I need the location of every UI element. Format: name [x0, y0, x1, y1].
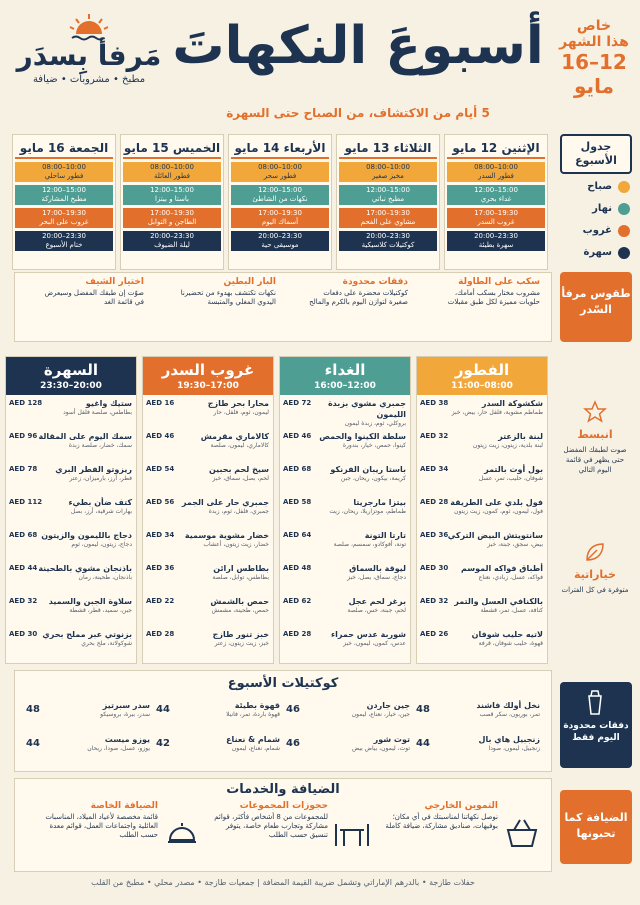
menu-item-name: بول أوت بالتمر — [484, 465, 543, 474]
menu-item[interactable] — [6, 395, 136, 428]
menu-column-header — [417, 357, 547, 395]
schedule-slot: 23:30–20:00 ختام الأسبوع — [15, 231, 113, 251]
menu-item-name: جمبري مشوي بزبدة الليمون — [327, 399, 406, 419]
hospitality-name: التموين الخارجي — [424, 801, 498, 811]
menu-item[interactable] — [280, 593, 410, 626]
side-label-schedule: جدول الأسبوع — [560, 134, 632, 174]
menu-item-price: AED 128 — [9, 399, 43, 407]
menu-item-desc: كالاماري، ليمون، صلصة — [210, 442, 269, 449]
hospitality-name: حجوزات المجموعات — [239, 801, 328, 811]
schedule-slot: 19:30–17:00 الطاجن و التوابل — [123, 208, 221, 228]
menu-item-price: AED 22 — [146, 597, 175, 605]
ritual-title: البار البطين — [223, 277, 276, 287]
menu-item-price: AED 44 — [9, 564, 38, 572]
menu-item-price: AED 38 — [420, 399, 449, 407]
menu-item-desc: خضار، زيت زيتون، أعشاب — [203, 541, 269, 548]
menu-item-name: باذنجان مشوي بالطحينة — [38, 564, 132, 573]
menu-item-price: AED 30 — [9, 630, 38, 638]
menu-item-price: AED 96 — [9, 432, 38, 440]
menu-item-price: AED 26 — [420, 630, 449, 638]
ritual-title: سكب على الطاولة — [458, 277, 540, 287]
ritual-desc: نكهات تكتشف بهدوء من تحضيرنا اليدوي المغلي والمتبسة — [180, 289, 276, 306]
schedule-legend — [560, 176, 630, 264]
dates-range: 12–16 — [561, 50, 627, 74]
menu-column — [416, 356, 548, 664]
menu-item-price: AED 112 — [9, 498, 43, 506]
menu-item-price: AED 62 — [283, 597, 312, 605]
day-name: الأربعاء 14 مايو — [231, 137, 329, 159]
legend-item: غروب — [560, 220, 630, 242]
menu-item-desc: بروكلي، ثوم، زبدة ليمون — [344, 420, 406, 427]
cloche-icon — [164, 816, 200, 848]
cocktail-desc: تمر، بوربون، سكر قصب — [479, 711, 540, 718]
schedule-slot: 19:30–17:00 أسماك اليوم — [231, 208, 329, 228]
schedule-slot: 15:00–12:00 نكهات من الشاطئ — [231, 185, 329, 205]
menu-item-price: AED 64 — [283, 531, 312, 539]
schedule-slot: 15:00–12:00 مطبخ المشاركة — [15, 185, 113, 205]
dates-label-1: خاص — [576, 18, 612, 34]
menu-item-price: AED 32 — [9, 597, 38, 605]
cocktail-price: 46 — [286, 738, 300, 749]
menu-item[interactable] — [417, 560, 547, 593]
cocktail-name: شمام & نعناع — [226, 735, 280, 744]
menu-item[interactable] — [280, 494, 410, 527]
legend-item: نهار — [560, 198, 630, 220]
menu-item[interactable] — [143, 626, 273, 659]
schedule-slot: 19:30–17:00 مشاوي على الفحم — [339, 208, 437, 228]
menu-item-name: سانتويتش البيض التركي — [447, 531, 543, 540]
menu-item-name: خضار مشوية موسمية — [184, 531, 269, 540]
menu-item-name: باستا ريبان الفرنكو — [330, 465, 406, 474]
menu-item-name: أطباق فواكه الموسم — [460, 564, 543, 573]
menu-item-price: AED 32 — [420, 432, 449, 440]
menu-item[interactable] — [280, 461, 410, 494]
menu-item-name: شوربة عدس حمراء — [331, 630, 406, 639]
menu-item-price: AED 34 — [146, 531, 175, 539]
day-card — [228, 134, 332, 270]
schedule-slot: 23:30–20:00 ليلة الضيوف — [123, 231, 221, 251]
menu-item[interactable] — [143, 560, 273, 593]
menu-column — [279, 356, 411, 664]
menu-item-price: AED 28 — [420, 498, 449, 506]
menu-item-name: لبنة بالزعتر — [498, 432, 543, 441]
menu-item-name: ليوقة بالسماق — [349, 564, 406, 573]
menu-item-name: شكشوكة السدر — [481, 399, 543, 408]
menu-item-name: سلاوة الجبن والسميد — [48, 597, 132, 606]
menu-item-name: ريزوتو الفطر البري — [55, 465, 132, 474]
chef-desc: صوت لطبقك المفضل حتى يظهر في قائمة اليوم التالي — [563, 446, 627, 474]
menu-item-name: بيتزا مارجريتا — [353, 498, 406, 507]
menu-item-desc: جبن، سميد، قطر، قشطة — [69, 607, 132, 614]
menu-item-name: حمص بالشمش — [210, 597, 269, 606]
menu-item-desc: لحم، بصل، سماق، خبز — [212, 475, 269, 482]
day-name: الثلاثاء 13 مايو — [339, 137, 437, 159]
menu-item-price: AED 36 — [146, 564, 175, 572]
menu-item[interactable] — [417, 461, 547, 494]
cocktail-item[interactable] — [282, 700, 410, 734]
menu-item[interactable] — [280, 395, 410, 428]
logo — [14, 14, 164, 85]
menu-item-desc: حمص، طحينة، مشمش — [211, 607, 269, 614]
menu-column-title: الفطور — [454, 361, 510, 379]
menu-column-header — [6, 357, 136, 395]
footer-note: حفلات طازجة • بالدرهم الإماراتي وتشمل ضريبة القيمة المضافة | جمعيات طازجة • مصدر محلي • مطبخ من القلب — [91, 878, 475, 887]
cocktail-price: 48 — [416, 704, 430, 715]
menu-item-name: سلطة الكينوا والحمص — [319, 432, 406, 441]
page-subtitle: 5 أيام من الاكتشاف، من الصباح حتى السهرة — [226, 106, 490, 120]
schedule-slot: 15:00–12:00 مطبخ نباتي — [339, 185, 437, 205]
menu-item[interactable] — [6, 428, 136, 461]
hospitality-name: الضيافة الخاصة — [90, 801, 158, 811]
cocktail-name: زنجبيل هاي بال — [478, 735, 540, 744]
cocktail-price: 46 — [286, 704, 300, 715]
menu-column-header — [143, 357, 273, 395]
menu-item-desc: جمبري، فلفل، ثوم، زبدة — [208, 508, 269, 515]
menu-item-price: AED 54 — [146, 465, 175, 473]
dot-icon — [618, 225, 630, 237]
dot-icon — [618, 247, 630, 259]
menu-item[interactable] — [143, 527, 273, 560]
menu-column — [142, 356, 274, 664]
menu-column-title: غروب السدر — [161, 361, 255, 379]
menu-column-hours: 20:00–23:30 — [40, 381, 102, 391]
menu-item-desc: قهوة، حليب شوفان، قرفة — [478, 640, 543, 647]
menu-item-price: AED 58 — [283, 498, 312, 506]
menu-item[interactable] — [280, 428, 410, 461]
menu-item-price: AED 34 — [420, 465, 449, 473]
cocktail-name: قهوة بطيئة — [234, 701, 280, 710]
schedule-slot: 15:00–12:00 باستا و بيتزا — [123, 185, 221, 205]
cocktail-item[interactable] — [152, 734, 280, 768]
menu-item-name: محارا بحر طازج — [207, 399, 269, 408]
menu-item-desc: طماطم مشوية، فلفل حار، بيض، خبز — [451, 409, 543, 416]
menu-item-desc: طماطم، موتزاريلا، ريحان، زيت — [329, 508, 406, 515]
menu-item-desc: كينوا، حمص، خيار، بندورة — [342, 442, 406, 449]
menu-item-price: AED 36 — [420, 531, 449, 539]
cocktail-desc: قهوة باردة، تمر، فانيلا — [226, 711, 280, 718]
cocktail-item[interactable] — [22, 700, 150, 734]
menu-item-desc: تونة، أفوكادو، سمسم، صلصة — [333, 541, 406, 548]
menu-item-desc: ليمون، ثوم، فلفل، حار — [213, 409, 269, 416]
menu-item-name: برغر لحم عجل — [348, 597, 406, 606]
ritual-desc: كوكتيلات محضرة على دفعات صغيرة لتوازن اليوم بالكرم والمالح — [309, 289, 408, 306]
schedule-slot: 23:30–20:00 كوكتيلات كلاسيكية — [339, 231, 437, 251]
menu-item[interactable] — [280, 560, 410, 593]
schedule-slot: 10:00–08:00 فطور السدر — [447, 162, 545, 182]
day-card — [120, 134, 224, 270]
cocktail-price: 44 — [156, 704, 170, 715]
special-dates — [558, 18, 630, 98]
menu-item-name: كتف ضأن بطيء — [68, 498, 132, 507]
cocktail-name: سدر سبرتيز — [102, 701, 150, 710]
ritual-desc: مشروب مختار بسكب أمامك، حلويات مميزة لكل طبق مقبلات — [447, 289, 540, 306]
cocktail-name: نخل أولك فاشند — [476, 701, 540, 710]
menu-column-hours: 12:00–16:00 — [314, 381, 376, 391]
menu-column-hours: 17:00–19:30 — [177, 381, 239, 391]
cocktail-desc: زنجبيل، ليمون، صودا — [488, 745, 540, 752]
cocktail-price: 44 — [416, 738, 430, 749]
menu-item-price: AED 68 — [9, 531, 38, 539]
cocktail-name: توت شور — [373, 735, 410, 744]
menu-item-name: خبز تنور طازج — [212, 630, 269, 639]
dot-icon — [618, 203, 630, 215]
dates-label-2: هذا الشهر — [559, 34, 629, 50]
menu-item-name: سيخ لحم بحبين — [208, 465, 269, 474]
schedule-slot: 19:30–17:00 غروب السدر — [447, 208, 545, 228]
cocktail-desc: سدر، بيرة، بروسيكو — [100, 711, 150, 718]
chef-title: انبسط — [577, 428, 613, 441]
hospitality-title: الضيافة والخدمات — [226, 782, 340, 797]
menu-item-desc: شوفان، حليب، تمر، عسل — [478, 475, 543, 482]
menu-item-name: جمبري حار على الجمر — [181, 498, 269, 507]
cocktail-desc: جين، خيار، نعناع، ليمون — [351, 711, 410, 718]
logo-tagline: مطبخ • مشروبات • ضيافة — [32, 74, 146, 85]
day-card — [444, 134, 548, 270]
dot-icon — [618, 181, 630, 193]
dates-month: مايو — [574, 74, 614, 98]
menu-item-name: سمك اليوم على المقالة — [38, 432, 132, 441]
options-desc: متوفرة في كل الفترات — [561, 586, 629, 594]
menu-item-price: AED 56 — [146, 498, 175, 506]
table-icon — [334, 816, 370, 848]
cocktail-name: جين جاردن — [366, 701, 410, 710]
ritual-item — [440, 278, 540, 338]
schedule-slot: 15:00–12:00 غداء بحري — [447, 185, 545, 205]
cocktail-item[interactable] — [412, 734, 540, 768]
menu-item-price: AED 72 — [283, 399, 312, 407]
menu-item[interactable] — [143, 494, 273, 527]
menu-item-price: AED 46 — [146, 432, 175, 440]
hospitality-desc: قائمة مخصصة لأعياد الميلاد، المناسبات العائلية واجتماعات العمل، قوائم معدة حسب الطلب — [45, 813, 158, 839]
chef-box — [560, 400, 630, 475]
menu-item[interactable] — [143, 461, 273, 494]
menu-item[interactable] — [280, 527, 410, 560]
menu-item-price: AED 16 — [146, 399, 175, 407]
menu-item[interactable] — [417, 428, 547, 461]
ritual-title: اختيار الشيف — [85, 277, 144, 287]
menu-item[interactable] — [143, 428, 273, 461]
menu-item[interactable] — [6, 560, 136, 593]
shaker-icon — [584, 688, 606, 716]
menu-item-name: دجاج بالليمون والزيتون — [41, 531, 132, 540]
menu-item-desc: كنافة، عسل، تمر، قشطة — [480, 607, 543, 614]
menu-item[interactable] — [280, 626, 410, 659]
menu-item[interactable] — [143, 593, 273, 626]
legend-item: سهرة — [560, 242, 630, 264]
cocktails-title: كوكتيلات الأسبوع — [227, 676, 339, 691]
menu-item[interactable] — [6, 593, 136, 626]
menu-item[interactable] — [6, 527, 136, 560]
cocktail-item[interactable] — [412, 700, 540, 734]
schedule-slot: 23:30–20:00 سهرة بطيئة — [447, 231, 545, 251]
menu-item-desc: فطر، أرز، بارميزان، زعتر — [69, 475, 132, 482]
ritual-desc: صوّت إن طبقك المفضل وسيعرض في قائمة الغد — [44, 289, 144, 306]
day-name: الخميس 15 مايو — [123, 137, 221, 159]
menu-item-desc: بطاطس، صلصة فلفل أسود — [63, 409, 132, 416]
schedule-slot: 23:30–20:00 موسيقى حية — [231, 231, 329, 251]
cocktail-price: 42 — [156, 738, 170, 749]
day-card — [336, 134, 440, 270]
menu-item[interactable] — [6, 461, 136, 494]
menu-item-desc: لحم، جبنة، خس، صلصة — [347, 607, 406, 614]
menu-column — [5, 356, 137, 664]
schedule-slot: 19:30–17:00 غروب على البحر — [15, 208, 113, 228]
menu-item-name: بالكنافي العسل والتمر — [454, 597, 543, 606]
basket-icon — [504, 816, 540, 848]
menu-item-name: تارتا التونة — [364, 531, 406, 540]
menu-item-desc: دجاج، زيتون، ليمون، ثوم — [71, 541, 132, 548]
menu-item-price: AED 32 — [420, 597, 449, 605]
schedule-slot: 10:00–08:00 فطور ساحلي — [15, 162, 113, 182]
menu-item-desc: خبز، زيت زيتون، زعتر — [214, 640, 269, 647]
hospitality-desc: للمجموعات من 8 أشخاص فأكثر، قوائم مشاركة وتجارب طعام خاصة، يتوفر تنسيق حسب الطلب — [214, 813, 328, 839]
menu-item-price: AED 28 — [283, 630, 312, 638]
menu-item[interactable] — [417, 494, 547, 527]
day-name: الإثنين 12 مايو — [447, 137, 545, 159]
menu-item-desc: لبنة بلدية، زيتون، زيت زيتون — [472, 442, 543, 449]
side-label-cocktails: دفقات محدودة اليوم فقط — [560, 682, 632, 768]
menu-item-desc: باذنجان، طحينة، رمان — [78, 574, 132, 581]
cocktail-desc: توت، ليمون، بياض بيض — [351, 745, 410, 752]
schedule-slot: 10:00–08:00 مخبز صغير — [339, 162, 437, 182]
sun-logo-icon — [68, 14, 110, 42]
side-label-rituals: طقوس مرفأ السّدر — [560, 272, 632, 342]
hospitality-item — [36, 800, 158, 840]
star-icon — [583, 400, 607, 424]
menu-item[interactable] — [417, 593, 547, 626]
cocktail-desc: شمام، نعناع، ليمون — [231, 745, 280, 752]
menu-column-hours: 08:00–11:00 — [451, 381, 513, 391]
hospitality-item — [376, 800, 498, 831]
logo-name: مَرفأ بِسدَر — [16, 39, 162, 72]
menu-item[interactable] — [417, 395, 547, 428]
ritual-item — [176, 278, 276, 338]
leaf-icon — [583, 540, 607, 564]
menu-item[interactable] — [6, 494, 136, 527]
options-box — [560, 540, 630, 595]
menu-item-price: AED 48 — [283, 564, 312, 572]
day-name: الجمعة 16 مايو — [15, 137, 113, 159]
menu-item-name: بطاطس ارائن — [213, 564, 269, 573]
menu-item-price: AED 78 — [9, 465, 38, 473]
menu-item-desc: بطاطس، توابل، صلصة — [212, 574, 269, 581]
day-card — [12, 134, 116, 270]
menu-item-desc: فول، ليمون، ثوم، كمون، زيت زيتون — [454, 508, 543, 515]
menu-item-desc: سمك، خضار، صلصة زبدة — [68, 442, 132, 449]
ritual-item — [308, 278, 408, 338]
cocktail-name: يوزو ميست — [104, 735, 150, 744]
menu-item-name: كالاماري مقرمش — [200, 432, 269, 441]
menu-item-desc: بهارات شرقية، أرز، بصل — [70, 508, 132, 515]
menu-item-price: AED 68 — [283, 465, 312, 473]
menu-item-name: بزنوتي عبر مملح بحري — [42, 630, 132, 639]
menu-column-title: الغداء — [324, 361, 366, 379]
menu-item-desc: دجاج، سماق، بصل، خبز — [347, 574, 406, 581]
menu-item-price: AED 46 — [283, 432, 312, 440]
cocktail-price: 48 — [26, 704, 40, 715]
menu-item[interactable] — [6, 626, 136, 659]
menu-item-desc: بيض، سجق، جبنة، خبز — [487, 541, 543, 548]
menu-item[interactable] — [417, 626, 547, 659]
hospitality-desc: نوصل نكهاتنا لمناسبتك في أي مكان؛ بوفيهات، صناديق مشاركة، ضيافة كاملة — [385, 813, 498, 830]
menu-item-price: AED 30 — [420, 564, 449, 572]
menu-item[interactable] — [143, 395, 273, 428]
menu-item-desc: فواكه، عسل، زبادي، نعناع — [478, 574, 543, 581]
schedule-slot: 10:00–08:00 فطور سحر — [231, 162, 329, 182]
menu-item-desc: عدس، كمون، ليمون، خبز — [343, 640, 406, 647]
menu-item-price: AED 28 — [146, 630, 175, 638]
menu-item-name: ستيك واغيو — [85, 399, 132, 408]
menu-item-name: لاتيه حليب شوفان — [471, 630, 543, 639]
side-label-hospitality: الضيافة كما تحبونها — [560, 790, 632, 864]
cocktail-item[interactable] — [22, 734, 150, 768]
cocktail-item[interactable] — [282, 734, 410, 768]
page-title: أسبوعَ النكهاتَ — [172, 16, 544, 76]
ritual-item — [44, 278, 144, 338]
schedule-slot: 10:00–08:00 فطور العائلة — [123, 162, 221, 182]
menu-item-desc: كريمة، بيكون، ريحان، جبن — [340, 475, 406, 482]
options-title: خياراتية — [574, 568, 616, 581]
menu-item[interactable] — [417, 527, 547, 560]
ritual-title: دفقات محدودة — [342, 277, 408, 287]
menu-column-header — [280, 357, 410, 395]
cocktail-item[interactable] — [152, 700, 280, 734]
menu-item-name: فول بلدي على الطريقة — [450, 498, 543, 507]
cocktail-desc: يوزو، عسل، صودا، ريحان — [87, 745, 150, 752]
hospitality-item — [206, 800, 328, 840]
menu-column-title: السهرة — [43, 361, 99, 379]
legend-item: صباح — [560, 176, 630, 198]
cocktail-price: 44 — [26, 738, 40, 749]
menu-item-desc: شوكولاتة، ملح بحري — [81, 640, 132, 647]
